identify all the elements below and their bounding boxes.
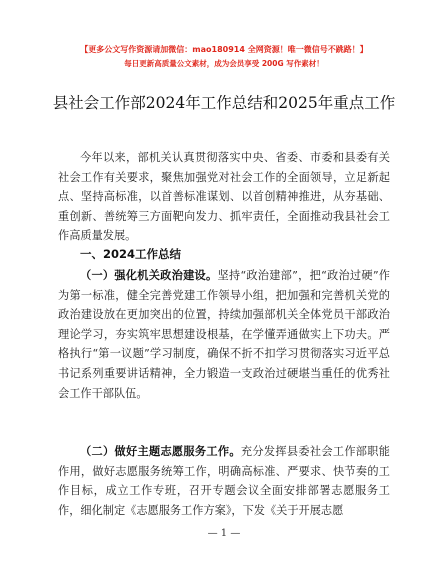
promo-banner-line-1: 【更多公文写作资源请加微信：mao180914 全网资源！唯一微信号不跳路！】	[80, 45, 368, 54]
promo-banner-line-2: 每日更新高质量公文素材，成为会员享受 200G 写作素材！	[124, 59, 324, 68]
paragraph-political-building	[58, 266, 390, 403]
item-2-lead: （二）做好主题志愿服务工作。	[80, 445, 241, 458]
item-1-lead: （一）强化机关政治建设。	[80, 269, 218, 282]
page-number: — 1 —	[207, 528, 241, 539]
item-1-text: 坚持“政治建部”，把“政治过硬”作为第一标准，健全完善党建工作领导小组，把加强和完善机关党的政治建设放在更加突出的位置，持续加强部机关全体党员干部政治理论学习，夯实筑牢思想建设根基，在学懂弄通做实上下功夫。严格执行“第一议题”学习制度，确保不折不扣学习贯彻落实习近平总书记系列重要讲话精神，全力锻造一支政治过硬堪当重任的优秀社会工作干部队伍。	[58, 269, 390, 400]
intro-paragraph: 今年以来，部机关认真贯彻落实中央、省委、市委和县委有关社会工作有关要求，聚焦加强党对社会工作的全面领导，立足新起点、坚持高标准，以首善标准谋划、以首创精神推进，从夯基础、重创新、善统筹三方面靶向发力、抓牢责任，全面推动我县社会工作高质量发展。	[58, 151, 390, 243]
section-heading-summary: 一、2024工作总结	[80, 247, 182, 261]
item-2-text: 充分发挥县委社会工作部职能作用，做好志愿服务统筹工作，明确高标准、严要求、快节奏的工作目标，成立工作专班，召开专题会议全面安排部署志愿服务工作，细化制定《志愿服务工作方案》，下发《关于开展志愿	[58, 445, 390, 517]
paragraph-volunteer-service	[58, 442, 390, 520]
document-title: 县社会工作部2024年工作总结和2025年重点工作	[52, 94, 396, 112]
